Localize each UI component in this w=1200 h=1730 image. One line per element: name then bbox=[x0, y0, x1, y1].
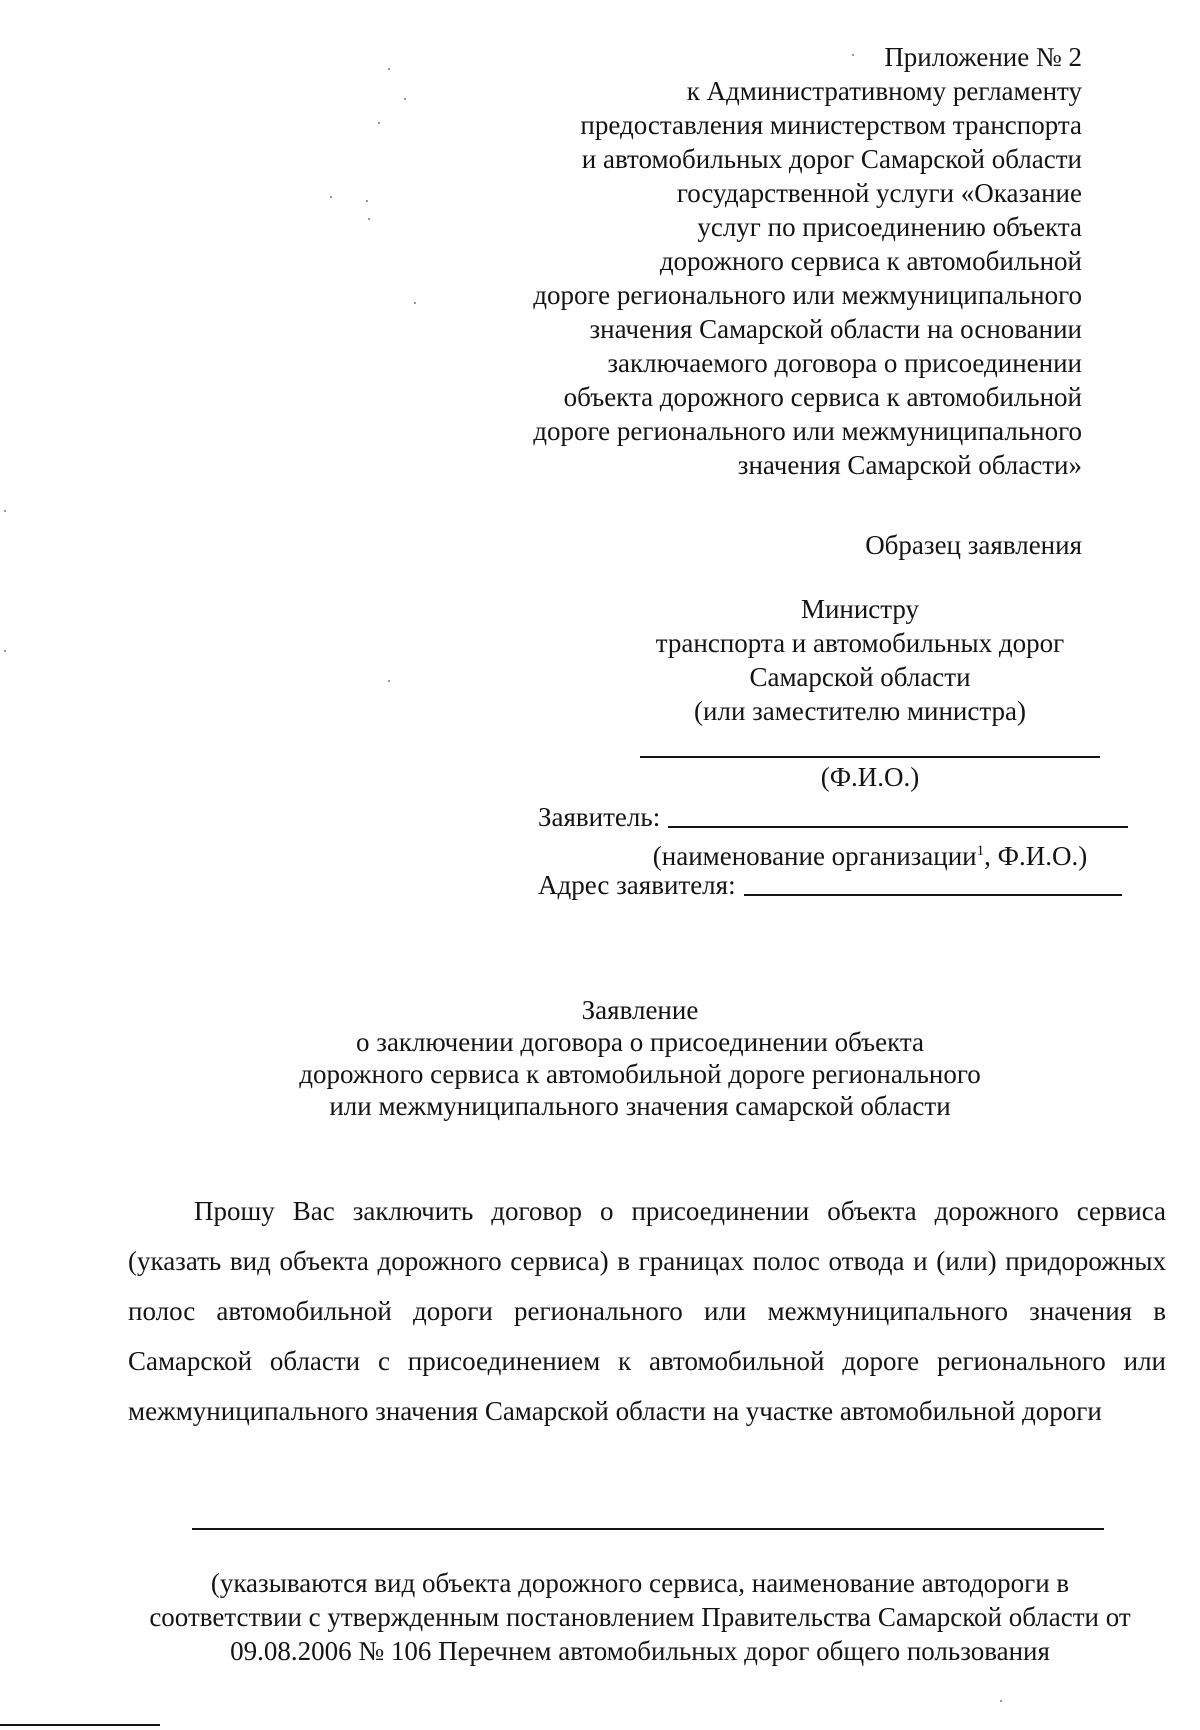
road-caption-line: (указываются вид объекта дорожного сервиса, наименование автодороги в bbox=[210, 1568, 1070, 1598]
fio-blank-line bbox=[640, 756, 1100, 758]
fio-caption: (Ф.И.О.) bbox=[820, 762, 920, 792]
applicant-caption-tail: , Ф.И.О.) bbox=[984, 841, 1088, 871]
scan-speck bbox=[330, 196, 332, 198]
applicant-blank-line bbox=[668, 826, 1128, 828]
scan-speck bbox=[852, 54, 854, 56]
header-line: услуг по присоединению объекта bbox=[697, 212, 1082, 242]
title-line: или межмуниципального значения самарской области bbox=[329, 1091, 951, 1121]
road-caption-line: 09.08.2006 № 106 Перечнем автомобильных дорог общего пользования bbox=[230, 1636, 1050, 1666]
scan-speck bbox=[388, 680, 390, 682]
applicant-caption-text: (наименование организации bbox=[652, 841, 977, 871]
scan-speck bbox=[368, 218, 370, 220]
addressee-line: Министру bbox=[800, 594, 920, 624]
road-blank-line bbox=[192, 1528, 1104, 1530]
road-caption bbox=[100, 1566, 1180, 1668]
request-paragraph: Прошу Вас заключить договор о присоединении объекта дорожного сервиса (указать вид объекта дорожного сервиса) в границах полос отвода и (или) придорожных полос автомобильной дороги регионального или межмуниципального значения в Самарской области с присоединением к автомобильной дороге регионального или межмуниципального значения Самарской области на участке автомобильной дороги bbox=[128, 1196, 1166, 1426]
addressee-line: транспорта и автомобильных дорог bbox=[655, 628, 1065, 658]
scan-speck bbox=[4, 510, 6, 512]
applicant-label: Заявитель: bbox=[538, 802, 661, 832]
appendix-header bbox=[442, 40, 1082, 482]
addressee-line: Самарской области bbox=[749, 662, 971, 692]
address-row bbox=[538, 868, 1122, 902]
sample-label: Образец заявления bbox=[865, 530, 1082, 560]
footnote-mark: 1 bbox=[976, 843, 985, 859]
header-line: предоставления министерством транспорта bbox=[580, 110, 1082, 140]
header-line: дороге регионального или межмуниципального bbox=[533, 416, 1082, 446]
header-line: объекта дорожного сервиса к автомобильной bbox=[563, 382, 1082, 412]
application-title bbox=[140, 994, 1140, 1122]
scan-speck bbox=[404, 98, 406, 100]
header-line: дорожного сервиса к автомобильной bbox=[659, 246, 1082, 276]
title-line: о заключении договора о присоединении объекта bbox=[356, 1027, 924, 1057]
scan-speck bbox=[366, 200, 368, 202]
header-line: к Административному регламенту bbox=[686, 76, 1082, 106]
scan-speck bbox=[378, 122, 380, 124]
scan-speck bbox=[414, 302, 416, 304]
title-line: Заявление bbox=[581, 995, 699, 1025]
request-body bbox=[128, 1186, 1166, 1436]
address-label: Адрес заявителя: bbox=[538, 870, 736, 900]
road-caption-line: соответствии с утвержденным постановлением Правительства Самарской области от bbox=[149, 1602, 1131, 1632]
title-line: дорожного сервиса к автомобильной дороге регионального bbox=[299, 1059, 981, 1089]
header-line: государственной услуги «Оказание bbox=[676, 178, 1082, 208]
header-line: значения Самарской области» bbox=[737, 450, 1082, 480]
scan-speck bbox=[1000, 1700, 1002, 1702]
applicant-row bbox=[538, 800, 1128, 834]
header-line: дороге регионального или межмуниципального bbox=[533, 280, 1082, 310]
addressee-line: (или заместителю министра) bbox=[694, 696, 1026, 726]
header-line: значения Самарской области на основании bbox=[589, 314, 1082, 344]
header-line: и автомобильных дорог Самарской области bbox=[581, 144, 1082, 174]
header-line: заключаемого договора о присоединении bbox=[607, 348, 1082, 378]
scan-speck bbox=[388, 68, 390, 70]
address-blank-line bbox=[744, 894, 1122, 896]
header-line: Приложение № 2 bbox=[884, 42, 1082, 72]
scan-speck bbox=[4, 650, 6, 652]
addressee-block bbox=[620, 592, 1100, 728]
footnote-separator bbox=[0, 1724, 160, 1726]
